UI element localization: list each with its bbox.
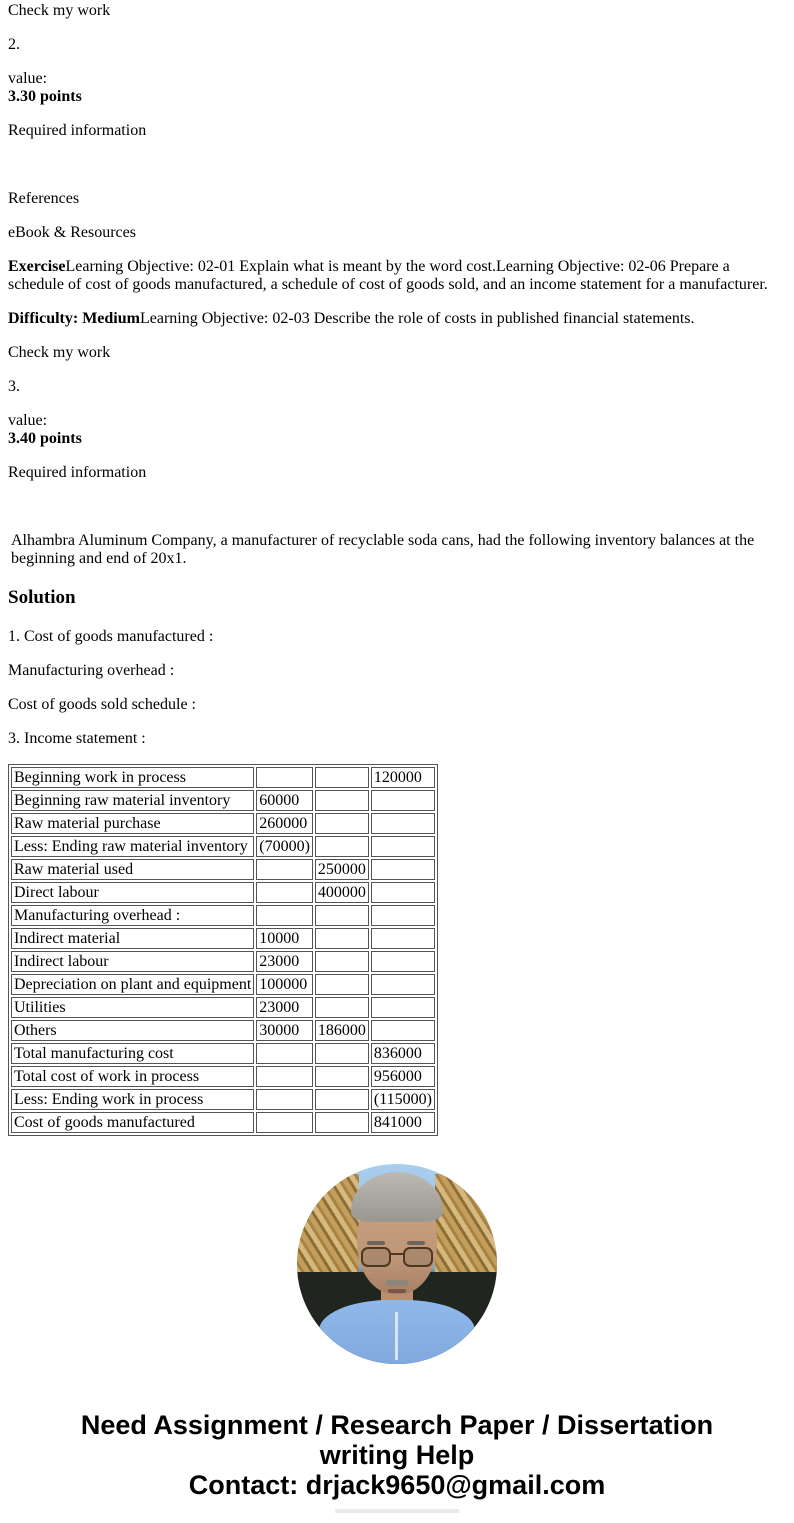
value-cell: 30000 bbox=[256, 1020, 313, 1041]
question-number: 3. bbox=[8, 378, 20, 395]
footer-banner bbox=[8, 1410, 786, 1513]
row-label-cell: Less: Ending work in process bbox=[11, 1089, 254, 1110]
value-cell bbox=[256, 767, 313, 788]
value-cell: 100000 bbox=[256, 974, 313, 995]
solution-item-cogs-schedule: Cost of goods sold schedule : bbox=[8, 696, 196, 713]
row-label-cell: Indirect labour bbox=[11, 951, 254, 972]
check-my-work-label[interactable]: Check my work bbox=[8, 344, 111, 361]
value-cell bbox=[371, 928, 435, 949]
value-cell bbox=[371, 951, 435, 972]
value-cell: (115000) bbox=[371, 1089, 435, 1110]
glasses-bridge bbox=[391, 1253, 404, 1255]
value-cell bbox=[371, 905, 435, 926]
row-label-cell: Cost of goods manufactured bbox=[11, 1112, 254, 1133]
value-points-block bbox=[8, 412, 786, 448]
row-label-cell: Depreciation on plant and equipment bbox=[11, 974, 254, 995]
value-cell bbox=[371, 974, 435, 995]
points-value: 3.40 points bbox=[8, 430, 82, 447]
footer-line-1: Need Assignment / Research Paper / Dissertation bbox=[80, 1410, 714, 1440]
value-cell bbox=[256, 1089, 313, 1110]
value-cell bbox=[256, 882, 313, 903]
value-cell: 260000 bbox=[256, 813, 313, 834]
points-value: 3.30 points bbox=[8, 88, 82, 105]
photo-eyebrow-right bbox=[407, 1241, 425, 1245]
value-cell: (70000) bbox=[256, 836, 313, 857]
solution-heading: Solution bbox=[8, 587, 76, 608]
row-label-cell: Indirect material bbox=[11, 928, 254, 949]
required-information-label: Required information bbox=[8, 122, 147, 139]
value-cell bbox=[315, 813, 369, 834]
value-cell bbox=[371, 836, 435, 857]
glasses-lens-right bbox=[403, 1247, 433, 1267]
value-cell: 10000 bbox=[256, 928, 313, 949]
row-label-cell: Total manufacturing cost bbox=[11, 1043, 254, 1064]
difficulty-label: Difficulty: Medium bbox=[8, 310, 140, 327]
value-cell bbox=[315, 836, 369, 857]
value-cell bbox=[371, 1020, 435, 1041]
table-row bbox=[11, 928, 435, 949]
row-label-cell: Direct labour bbox=[11, 882, 254, 903]
value-cell bbox=[315, 928, 369, 949]
value-cell bbox=[371, 859, 435, 880]
value-cell: 400000 bbox=[315, 882, 369, 903]
value-label: value: bbox=[8, 70, 48, 87]
table-row bbox=[11, 882, 435, 903]
value-cell bbox=[256, 1112, 313, 1133]
table-row bbox=[11, 905, 435, 926]
value-cell: 120000 bbox=[371, 767, 435, 788]
value-points-block bbox=[8, 70, 786, 106]
value-cell bbox=[315, 905, 369, 926]
check-my-work-label[interactable]: Check my work bbox=[8, 2, 111, 19]
value-cell bbox=[315, 951, 369, 972]
value-cell: 956000 bbox=[371, 1066, 435, 1087]
row-label-cell: Utilities bbox=[11, 997, 254, 1018]
photo-eyebrow-left bbox=[367, 1241, 385, 1245]
solution-item-cogm: 1. Cost of goods manufactured : bbox=[8, 628, 214, 645]
photo-collar-line bbox=[395, 1312, 398, 1360]
row-label-cell: Raw material used bbox=[11, 859, 254, 880]
value-cell bbox=[315, 1066, 369, 1087]
document-body bbox=[8, 2, 786, 1513]
cost-of-goods-table bbox=[8, 764, 438, 1136]
value-cell bbox=[315, 974, 369, 995]
value-cell bbox=[256, 1066, 313, 1087]
solution-item-overhead: Manufacturing overhead : bbox=[8, 662, 175, 679]
value-cell: 60000 bbox=[256, 790, 313, 811]
table-row bbox=[11, 767, 435, 788]
cost-table-body bbox=[11, 767, 435, 1133]
photo-mouth bbox=[388, 1289, 406, 1293]
exercise-label: Exercise bbox=[8, 258, 66, 275]
value-cell bbox=[256, 905, 313, 926]
row-label-cell: Less: Ending raw material inventory bbox=[11, 836, 254, 857]
value-cell: 250000 bbox=[315, 859, 369, 880]
difficulty-text: Learning Objective: 02-03 Describe the role of costs in published financial statements. bbox=[139, 310, 695, 327]
tutor-photo bbox=[297, 1164, 497, 1364]
value-cell bbox=[315, 1043, 369, 1064]
solution-item-income-statement: 3. Income statement : bbox=[8, 730, 146, 747]
value-cell: 23000 bbox=[256, 997, 313, 1018]
value-cell: 23000 bbox=[256, 951, 313, 972]
value-cell bbox=[256, 859, 313, 880]
value-cell bbox=[315, 767, 369, 788]
row-label-cell: Others bbox=[11, 1020, 254, 1041]
glasses-lens-left bbox=[361, 1247, 391, 1267]
value-label: value: bbox=[8, 412, 48, 429]
value-cell bbox=[371, 997, 435, 1018]
table-row bbox=[11, 1020, 435, 1041]
value-cell: 186000 bbox=[315, 1020, 369, 1041]
difficulty-paragraph bbox=[8, 310, 786, 328]
row-label-cell: Beginning raw material inventory bbox=[11, 790, 254, 811]
problem-statement: Alhambra Aluminum Company, a manufacturer of recyclable soda cans, had the following inventory balances at the beginning and end of 20x1. bbox=[11, 532, 755, 567]
value-cell bbox=[315, 1112, 369, 1133]
value-cell bbox=[256, 1043, 313, 1064]
value-cell bbox=[315, 790, 369, 811]
table-row bbox=[11, 974, 435, 995]
exercise-text: Learning Objective: 02-01 Explain what is meant by the word cost.Learning Objective: 02-06 Prepare a schedule of cost of goods manufactured, a schedule of cost of goods sold, and an income statement for a manufacturer. bbox=[8, 258, 768, 293]
value-cell bbox=[315, 1089, 369, 1110]
footer-underline-bar bbox=[335, 1509, 459, 1513]
table-row bbox=[11, 1112, 435, 1133]
ebook-resources-label[interactable]: eBook & Resources bbox=[8, 224, 136, 241]
row-label-cell: Raw material purchase bbox=[11, 813, 254, 834]
table-row bbox=[11, 1066, 435, 1087]
value-cell bbox=[371, 813, 435, 834]
required-information-label: Required information bbox=[8, 464, 147, 481]
table-row bbox=[11, 997, 435, 1018]
references-label[interactable]: References bbox=[8, 190, 80, 207]
footer-contact-email: Contact: drjack9650@gmail.com bbox=[188, 1470, 606, 1500]
value-cell bbox=[315, 997, 369, 1018]
table-row bbox=[11, 1043, 435, 1064]
footer-line-2: writing Help bbox=[319, 1440, 475, 1470]
value-cell: 836000 bbox=[371, 1043, 435, 1064]
table-row bbox=[11, 836, 435, 857]
value-cell bbox=[371, 882, 435, 903]
photo-hair bbox=[351, 1172, 443, 1222]
row-label-cell: Beginning work in process bbox=[11, 767, 254, 788]
table-row bbox=[11, 813, 435, 834]
value-cell: 841000 bbox=[371, 1112, 435, 1133]
table-row bbox=[11, 951, 435, 972]
row-label-cell: Total cost of work in process bbox=[11, 1066, 254, 1087]
row-label-cell: Manufacturing overhead : bbox=[11, 905, 254, 926]
exercise-paragraph bbox=[8, 258, 786, 294]
photo-glasses bbox=[361, 1247, 433, 1267]
photo-mustache bbox=[386, 1280, 408, 1286]
value-cell bbox=[371, 790, 435, 811]
question-number: 2. bbox=[8, 36, 20, 53]
table-row bbox=[11, 859, 435, 880]
table-row bbox=[11, 1089, 435, 1110]
table-row bbox=[11, 790, 435, 811]
